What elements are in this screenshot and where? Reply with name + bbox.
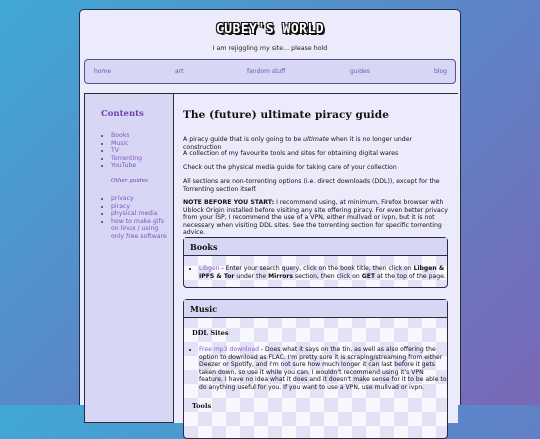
nav-blog[interactable]: blog bbox=[434, 68, 447, 75]
free-mp3-download-link[interactable]: Free mp3 download bbox=[199, 346, 259, 353]
sidebar-item-youtube[interactable]: • YouTube bbox=[111, 162, 171, 170]
sidebar-item-gifs-linux[interactable]: • how to make gifs on linux / using only free software bbox=[111, 218, 173, 241]
books-section bbox=[183, 237, 448, 288]
page-title: The (future) ultimate piracy guide bbox=[183, 109, 389, 121]
sidebar-item-privacy[interactable]: • privacy bbox=[111, 195, 173, 203]
sidebar-item-torrenting[interactable]: • Torrenting bbox=[111, 155, 171, 163]
list-item: • Libgen - Enter your search query, click on the book title, then click on Libgen & IPFS & Tor under the Mirrors section, then click on GET at the top of the page. bbox=[199, 265, 447, 280]
sidebar-item-tv[interactable]: • TV bbox=[111, 147, 171, 155]
collection-paragraph: A collection of my favourite tools and sites for obtaining digital wares bbox=[183, 150, 399, 157]
sidebar-item-music[interactable]: • Music bbox=[111, 140, 171, 148]
page-container bbox=[79, 9, 461, 410]
intro-paragraph: A piracy guide that is only going to be ultimate when it is no longer under construction bbox=[183, 136, 413, 151]
nav-fandom-stuff[interactable]: fandom stuff bbox=[247, 68, 286, 75]
list-item: • Free mp3 download - Does what it says on the tin, as well as also offering the option to download as FLAC. I'm pretty sure it is scraping/streaming from either Deezer or Spotify, and I'm not sure how much longer it can last before it gets taken down, so use it while you can. I wouldn't recommend using it's VPN feature, I have no idea what it does and it doesn't make sense for it to be able to do anything useful for you. If you want to use a VPN, use mullvad or ivpn. bbox=[199, 346, 447, 392]
other-guides-list bbox=[101, 195, 173, 241]
nav-guides[interactable]: guides bbox=[350, 68, 370, 75]
site-logo[interactable]: CUBEY'S WORLD bbox=[215, 22, 325, 37]
ddl-sites-heading: DDL Sites bbox=[192, 329, 229, 337]
top-nav bbox=[84, 59, 456, 84]
tools-heading: Tools bbox=[192, 401, 212, 410]
other-guides-title: Other guides bbox=[111, 178, 148, 184]
books-heading: Books bbox=[184, 238, 447, 256]
sections-paragraph: All sections are non-torrenting options (i.e. direct downloads (DDL)), except for the Torrenting section itself. bbox=[183, 178, 440, 193]
sidebar-title: Contents bbox=[101, 109, 144, 119]
main-content bbox=[174, 93, 458, 423]
libgen-link[interactable]: Libgen bbox=[199, 265, 220, 272]
music-section bbox=[183, 299, 448, 439]
sidebar-item-books[interactable]: • Books bbox=[111, 132, 171, 140]
note-paragraph: NOTE BEFORE YOU START: I recommend using, at minimum, Firefox browser with Ublock Origin installed before visiting any site offering piracy. For even better privacy from your ISP, I recommend the use of a VPN, either mullvad or ivpn, but it is not necessary when visiting DDL sites. See the torrenting section for specific torrenting advice. bbox=[183, 199, 448, 236]
site-tagline: I am rejiggling my site... please hold bbox=[212, 45, 328, 52]
physical-media-paragraph: Check out the physical media guide for taking care of your collection bbox=[183, 164, 397, 171]
nav-art[interactable]: art bbox=[175, 68, 184, 75]
music-heading: Music bbox=[184, 300, 447, 318]
sidebar-item-piracy[interactable]: • piracy bbox=[111, 203, 173, 211]
sidebar bbox=[84, 93, 174, 423]
note-label: NOTE BEFORE YOU START: bbox=[183, 199, 275, 206]
sidebar-item-physical-media[interactable]: • physical media bbox=[111, 210, 173, 218]
contents-list bbox=[101, 132, 171, 170]
nav-home[interactable]: home bbox=[94, 68, 112, 75]
